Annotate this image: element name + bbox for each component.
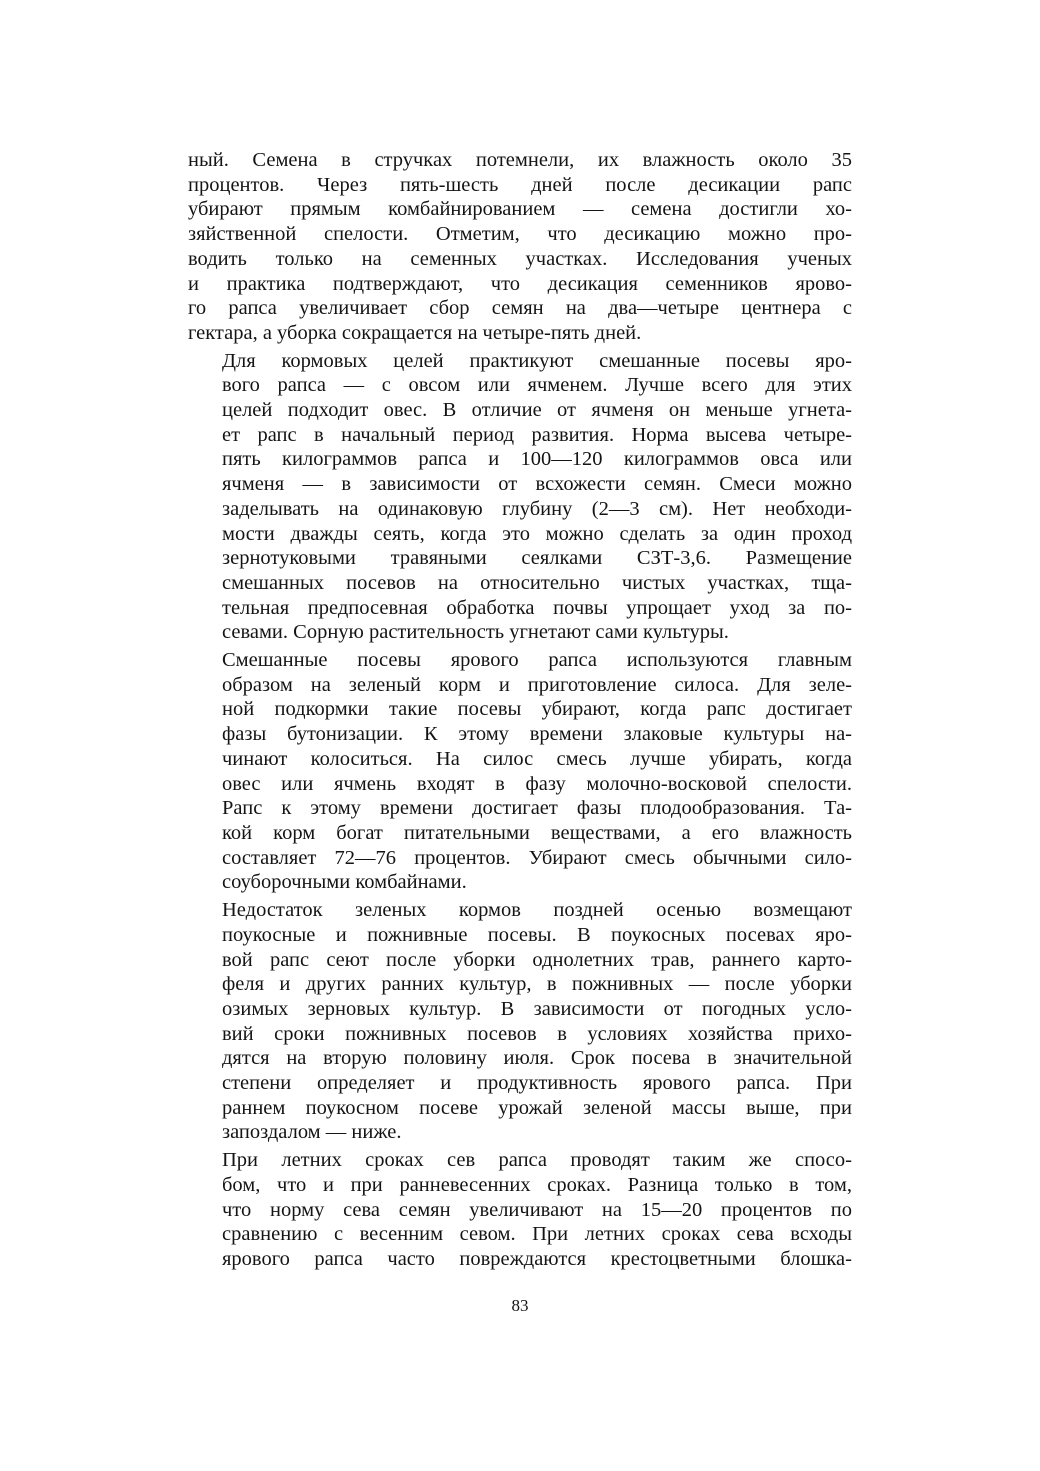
text-line: пять килограммов рапса и 100—120 килограммов овса или <box>222 448 852 471</box>
text-line: убирают прямым комбайнированием — семена достигли хо- <box>188 198 852 221</box>
text-line: севами. Сорную растительность угнетают сами культуры. <box>222 621 729 644</box>
text-line: что норму сева семян увеличивают на 15—20 процентов по <box>222 1198 852 1221</box>
text-line: ной подкормки такие посевы убирают, когда рапс достигает <box>222 698 852 721</box>
text-line: соуборочными комбайнами. <box>222 871 467 894</box>
paragraph <box>188 148 852 346</box>
page-number: 83 <box>511 1296 529 1315</box>
paragraph <box>188 1148 852 1272</box>
text-line: Недостаток зеленых кормов поздней осенью возмещают <box>222 899 852 922</box>
text-line: мости дважды сеять, когда это можно сделать за один проход <box>222 522 852 545</box>
text-line: вого рапса — с овсом или ячменем. Лучше всего для этих <box>222 374 852 397</box>
text-line: раннем поукосном посеве урожай зеленой массы выше, при <box>222 1096 852 1119</box>
text-line: и практика подтверждают, что десикация семенников ярово- <box>188 272 852 295</box>
text-line: ет рапс в начальный период развития. Норма высева четыре- <box>222 423 852 446</box>
text-line: го рапса увеличивает сбор семян на два—четыре центнера с <box>188 297 852 320</box>
text-line: дятся на вторую половину июля. Срок посева в значительной <box>222 1047 852 1070</box>
text-line: вий сроки пожнивных посевов в условиях хозяйства прихо- <box>222 1022 852 1045</box>
text-line: фазы бутонизации. К этому времени злаковые культуры на- <box>222 723 852 746</box>
body-text <box>188 148 852 1272</box>
text-line: ярового рапса часто повреждаются крестоцветными блошка- <box>222 1247 852 1270</box>
text-line: чинают колоситься. На силос смесь лучше убирать, когда <box>222 747 852 770</box>
text-line: смешанных посевов на относительно чистых участках, тща- <box>222 571 852 594</box>
text-line: При летних сроках сев рапса проводят таким же спосо- <box>222 1149 852 1172</box>
text-line: поукосные и пожнивные посевы. В поукосных посевах яро- <box>222 923 852 946</box>
text-line: образом на зеленый корм и приготовление силоса. Для зеле- <box>222 673 852 696</box>
text-line: зернотуковыми травяными сеялками СЗТ-3,6. Размещение <box>222 547 852 570</box>
text-line: кой корм богат питательными веществами, а его влажность <box>222 821 852 844</box>
text-line: Смешанные посевы ярового рапса используются главным <box>222 649 852 672</box>
text-line: зяйственной спелости. Отметим, что десикацию можно про- <box>188 223 852 246</box>
text-line: степени определяет и продуктивность ярового рапса. При <box>222 1072 852 1095</box>
paragraph <box>188 898 852 1145</box>
paragraph <box>188 349 852 645</box>
text-line: Рапс к этому времени достигает фазы плодообразования. Та- <box>222 797 852 820</box>
text-line: ячменя — в зависимости от всхожести семян. Смеси можно <box>222 473 852 496</box>
text-line: целей подходит овес. В отличие от ячменя он меньше угнета- <box>222 399 852 422</box>
text-line: ный. Семена в стручках потемнели, их влажность около 35 <box>188 149 852 171</box>
text-line: озимых зерновых культур. В зависимости от погодных усло- <box>222 997 852 1020</box>
text-line: овес или ячмень входят в фазу молочно-восковой спелости. <box>222 772 852 795</box>
text-line: гектара, а уборка сокращается на четыре-пять дней. <box>188 321 642 344</box>
text-line: заделывать на одинаковую глубину (2—3 см). Нет необходи- <box>222 497 852 520</box>
paragraph <box>188 648 852 895</box>
text-line: водить только на семенных участках. Исследования ученых <box>188 247 852 270</box>
text-line: тельная предпосевная обработка почвы упрощает уход за по- <box>222 596 852 619</box>
text-line: вой рапс сеют после уборки однолетних трав, раннего карто- <box>222 948 852 971</box>
text-line: составляет 72—76 процентов. Убирают смесь обычными сило- <box>222 846 852 869</box>
text-line: запоздалом — ниже. <box>222 1121 402 1144</box>
text-line: Для кормовых целей практикуют смешанные посевы яро- <box>222 349 852 372</box>
text-line: феля и других ранних культур, в пожнивных — после уборки <box>222 973 852 996</box>
text-line: бом, что и при ранневесенних сроках. Разница только в том, <box>222 1173 852 1196</box>
text-line: сравнению с весенним севом. При летних сроках сева всходы <box>222 1223 852 1246</box>
text-line: процентов. Через пять-шесть дней после десикации рапс <box>188 173 852 196</box>
